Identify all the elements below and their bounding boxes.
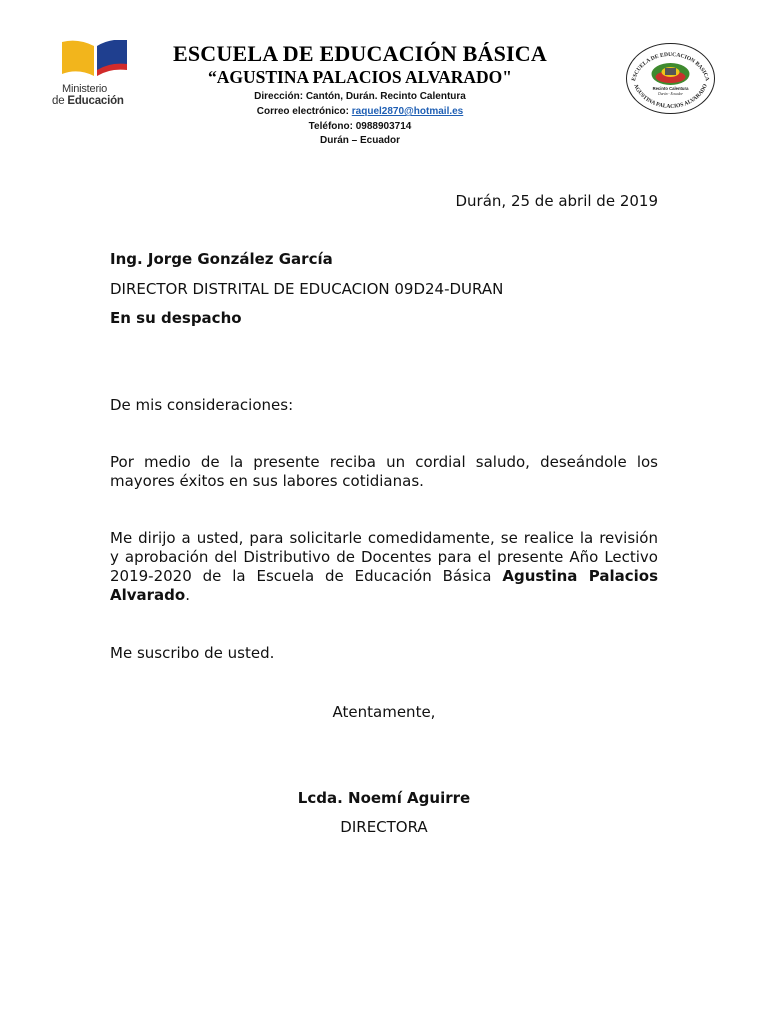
- logo-yellow-page-shape: [62, 41, 94, 76]
- ministry-name-line-2: [52, 95, 124, 107]
- school-phone: Teléfono: 0988903714: [308, 121, 412, 132]
- signer-name: Lcda. Noemí Aguirre: [297, 789, 471, 807]
- seal-top-text: ESCUELA DE EDUCACION BASICA: [631, 51, 710, 82]
- farewell: Atentamente,: [332, 703, 436, 721]
- school-seal: [623, 41, 718, 116]
- school-email-line: [180, 106, 540, 117]
- paragraph-2-school-name: Agustina Palacios Alvarado: [110, 567, 659, 604]
- school-name: “AGUSTINA PALACIOS ALVARADO": [207, 67, 513, 87]
- recipient-place: En su despacho: [110, 309, 242, 327]
- seal-bottom-text: AGUSTINA PALACIOS ALVARADO: [632, 83, 709, 110]
- recipient-title: DIRECTOR DISTRITAL DE EDUCACION 09D24-DURAN: [110, 280, 504, 298]
- school-address: Dirección: Cantón, Durán. Recinto Calentura: [254, 91, 466, 102]
- email-link[interactable]: raquel2870@hotmail.es: [351, 106, 464, 117]
- body-paragraph-1: Por medio de la presente reciba un cordial saludo, deseándole los mayores éxitos en sus labores cotidianas.: [110, 453, 658, 490]
- seal-emblem-building-shape: [665, 68, 676, 75]
- recipient-name: Ing. Jorge González García: [110, 250, 333, 268]
- seal-center-text-1: Recinto Calentura: [652, 86, 689, 91]
- letter-date: Durán, 25 de abril de 2019: [455, 192, 658, 210]
- closing-line: Me suscribo de usted.: [110, 644, 275, 662]
- email-label: Correo electrónico:: [256, 106, 349, 117]
- ministry-name-bold: Educación: [67, 95, 124, 107]
- school-city: Durán – Ecuador: [319, 135, 401, 146]
- ministry-name-line-1: Ministerio: [62, 83, 108, 95]
- signer-role: DIRECTORA: [340, 818, 428, 836]
- greeting: De mis consideraciones:: [110, 396, 294, 414]
- ministry-name-prefix: de: [52, 95, 68, 107]
- paragraph-2-text: Me dirijo a usted, para solicitarle comedidamente, se realice la revisión y aprobación del Distributivo de Docentes para el presente Año Lectivo 2019-2020 de la Escuela de Educación Básica: [110, 529, 658, 585]
- seal-center-text-2: Durán - Ecuador: [658, 92, 683, 96]
- school-title: ESCUELA DE EDUCACIÓN BÁSICA: [173, 41, 547, 66]
- paragraph-2-end: .: [185, 586, 190, 604]
- body-paragraph-2: [110, 529, 658, 605]
